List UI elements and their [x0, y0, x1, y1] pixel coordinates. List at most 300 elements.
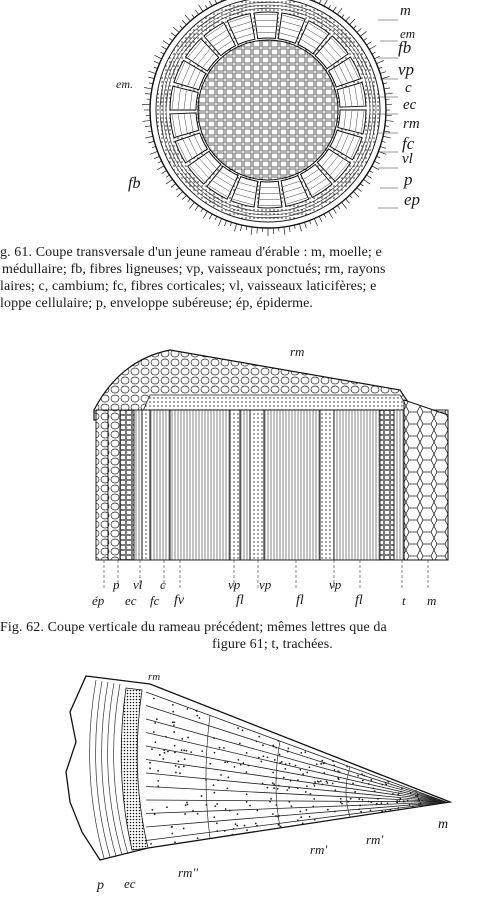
trichome — [162, 46, 167, 49]
vessel-pore — [350, 798, 352, 800]
vessel-pore — [323, 763, 325, 765]
vessel-pore — [175, 772, 177, 774]
vessel-pore — [272, 782, 274, 784]
vessel-pore — [227, 777, 229, 779]
pitted-vessel-column — [250, 410, 264, 560]
trichome — [203, 211, 207, 218]
trichome — [144, 88, 152, 89]
label-t: t — [402, 593, 406, 608]
vessel-pore — [306, 785, 308, 787]
vessel-pore — [284, 768, 286, 770]
vessel-pore — [288, 787, 290, 789]
vessel-pore — [165, 736, 167, 738]
trichome — [384, 131, 390, 132]
trichome — [195, 205, 199, 210]
caption-line: laires; c, cambium; fc, fibres corticales; vl, vaisseaux laticifères; e — [0, 279, 377, 294]
vessel-pore — [219, 747, 221, 749]
vessel-pore — [183, 766, 185, 768]
caption-figure-61 — [0, 245, 500, 313]
vessel-pore — [258, 757, 260, 759]
vessel-pore — [175, 765, 177, 767]
label-vp: vp — [329, 577, 342, 592]
trichome — [257, 228, 258, 234]
vessel-pore — [277, 740, 279, 742]
vessel-pore — [370, 801, 372, 803]
pith-block — [404, 400, 448, 560]
trichome — [145, 126, 151, 127]
label-rm-mid: rm' — [366, 832, 384, 847]
vessel-pore — [289, 763, 291, 765]
vessel-pore — [381, 810, 383, 812]
trichome — [346, 199, 350, 204]
vessel-pore — [187, 804, 189, 806]
vessel-pore — [179, 772, 181, 774]
label-p: p — [404, 170, 413, 189]
trachea-column — [394, 410, 404, 560]
vessel-pore — [385, 784, 387, 786]
label-m: m — [400, 3, 411, 19]
vessel-pore — [317, 780, 319, 782]
trichome — [166, 179, 172, 184]
trichome — [372, 166, 379, 170]
vessel-pore — [287, 748, 289, 750]
trichome — [299, 224, 301, 232]
trichome — [360, 31, 366, 36]
vessel-pore — [277, 824, 279, 826]
vessel-pore — [398, 792, 400, 794]
vessel-pore — [184, 758, 186, 760]
vessel-pore — [377, 798, 379, 800]
trichome — [284, 227, 285, 235]
caption-line: médullaire; fb, fibres ligneuses; vp, vaisseaux ponctués; rm, rayons — [2, 262, 386, 277]
vessel-pore — [236, 825, 238, 827]
label-rm-top: rm — [148, 671, 161, 683]
vessel-pore — [277, 788, 279, 790]
vessel-pore — [190, 751, 192, 753]
vessel-pore — [372, 787, 374, 789]
pith — [198, 40, 338, 180]
label-p: p — [97, 878, 104, 893]
vessel-pore — [256, 810, 258, 812]
vessel-pore — [220, 774, 222, 776]
vessel-pore — [364, 775, 366, 777]
vessel-pore — [274, 759, 276, 761]
vessel-pore — [258, 736, 260, 738]
vessel-pore — [249, 805, 251, 807]
vessel-pore — [323, 772, 325, 774]
vessel-pore — [266, 787, 268, 789]
vessel-pore — [287, 751, 289, 753]
trichome — [148, 71, 156, 73]
vessel-pore — [417, 795, 419, 797]
trichome — [384, 88, 390, 89]
vessel-pore — [157, 780, 159, 782]
stem-longitudinal-section — [94, 350, 448, 590]
vessel-pore — [316, 763, 318, 765]
label-fv: fv — [174, 593, 185, 608]
label-vp: vp — [259, 577, 272, 592]
vessel-pore — [290, 780, 292, 782]
figure-62 — [0, 340, 500, 620]
caption-figure-62 — [0, 620, 500, 656]
vessel-pore — [389, 809, 391, 811]
vessel-pore — [216, 803, 218, 805]
figure-63-drawing — [0, 662, 500, 904]
vessel-pore — [232, 834, 234, 836]
vessel-pore — [201, 750, 203, 752]
vessel-pore — [278, 785, 280, 787]
vessel-pore — [304, 751, 306, 753]
vessel-pore — [291, 805, 293, 807]
vessel-pore — [260, 761, 262, 763]
trichome — [145, 136, 153, 138]
trichome — [157, 166, 164, 170]
vessel-pore — [299, 811, 301, 813]
label-vl: vl — [402, 151, 413, 167]
vessel-pore — [151, 748, 153, 750]
vessel-pore — [196, 710, 198, 712]
vessel-pore — [262, 782, 264, 784]
vessel-pore — [149, 762, 151, 764]
wood-fibre-column — [264, 410, 320, 560]
vessel-pore — [415, 795, 417, 797]
vessel-pore — [245, 771, 247, 773]
vessel-pore — [387, 781, 389, 783]
trichome — [333, 208, 336, 213]
vessel-pore — [234, 766, 236, 768]
vessel-pore — [237, 727, 239, 729]
trichome — [162, 171, 167, 174]
vessel-pore — [339, 771, 341, 773]
vessel-pore — [312, 806, 314, 808]
vessel-pore — [213, 792, 215, 794]
trichome — [199, 5, 203, 12]
label-p: p — [113, 577, 120, 592]
trichome — [163, 41, 170, 45]
label-vp: vp — [398, 60, 415, 79]
figure-61-drawing — [0, 0, 500, 240]
trichome — [195, 10, 199, 15]
trichome — [369, 45, 376, 49]
vessel-pore — [235, 823, 237, 825]
vessel-pore — [320, 780, 322, 782]
vessel-pore — [288, 801, 290, 803]
label-rm-mid: rm' — [310, 842, 328, 857]
vessel-pore — [374, 790, 376, 792]
trichome — [224, 220, 226, 226]
pitted-vessel-column — [320, 410, 334, 560]
trichome — [357, 188, 362, 192]
vessel-pore — [246, 801, 248, 803]
trichome — [314, 219, 317, 226]
vessel-pore — [217, 779, 219, 781]
vessel-pore — [154, 722, 156, 724]
trichome — [363, 179, 369, 184]
vessel-pore — [248, 765, 250, 767]
trichome — [154, 55, 161, 58]
vessel-pore — [418, 800, 420, 802]
vessel-pore — [272, 772, 274, 774]
label-fl: fl — [236, 593, 244, 608]
vessel-pore — [159, 754, 161, 756]
vessel-pore — [313, 783, 315, 785]
label-m: m — [427, 593, 437, 608]
label-ec: ec — [125, 593, 137, 608]
vessel-pore — [314, 785, 316, 787]
label-ep: ép — [92, 593, 105, 608]
vessel-pore — [185, 750, 187, 752]
trichome — [346, 17, 350, 22]
vessel-pore — [237, 813, 239, 815]
vessel-pore — [192, 810, 194, 812]
trichome — [171, 33, 176, 37]
trichome — [234, 224, 236, 232]
vessel-pore — [197, 813, 199, 815]
vessel-pore — [187, 737, 189, 739]
vessel-pore — [334, 811, 336, 813]
vessel-pore — [181, 738, 183, 740]
vessel-pore — [153, 698, 155, 700]
vessel-pore — [398, 800, 400, 802]
vessel-pore — [314, 819, 316, 821]
vessel-pore — [173, 731, 175, 733]
cortical-fibre-column — [150, 410, 170, 560]
trichome — [145, 93, 151, 94]
caption-line: figure 61; t, trachées. — [212, 637, 333, 652]
label-rm: rm — [290, 344, 305, 359]
vessel-pore — [407, 799, 409, 801]
label-ec: ec — [403, 97, 417, 113]
vessel-pore — [279, 754, 281, 756]
vessel-pore — [321, 760, 323, 762]
vessel-pore — [420, 804, 422, 806]
pitted-vessel-column — [230, 410, 240, 560]
vessel-pore — [285, 763, 287, 765]
stem-cross-section — [142, 0, 398, 236]
vessel-pore — [333, 765, 335, 767]
vessel-pore — [385, 782, 387, 784]
vessel-pore — [300, 752, 302, 754]
vessel-pore — [297, 787, 299, 789]
label-em-left: em. — [116, 77, 133, 91]
figure-62-drawing — [0, 340, 500, 620]
trichome — [218, 219, 221, 226]
trichome — [143, 121, 151, 122]
vascular-bundle — [258, 181, 282, 208]
vessel-pore — [187, 708, 189, 710]
vessel-pore — [314, 781, 316, 783]
vessel-pore — [153, 731, 155, 733]
vessel-pore — [362, 780, 364, 782]
vessel-pore — [281, 761, 283, 763]
vessel-pore — [173, 724, 175, 726]
vessel-pore — [239, 743, 241, 745]
trachea-column — [380, 410, 394, 560]
vessel-pore — [262, 744, 264, 746]
vessel-pore — [401, 787, 403, 789]
vessel-pore — [421, 799, 423, 801]
vessel-pore — [302, 822, 304, 824]
trichome — [185, 15, 190, 21]
vessel-pore — [403, 801, 405, 803]
vessel-pore — [362, 799, 364, 801]
vessel-pore — [216, 822, 218, 824]
label-fc: fc — [150, 593, 160, 608]
cortex-column — [108, 410, 120, 560]
trichome — [182, 20, 186, 24]
vessel-pore — [186, 802, 188, 804]
vessel-pore — [400, 791, 402, 793]
vessel-pore — [154, 813, 156, 815]
trichome — [353, 192, 359, 198]
vessel-pore — [171, 833, 173, 835]
vessel-pore — [255, 823, 257, 825]
vessel-pore — [246, 752, 248, 754]
vessel-pore — [213, 737, 215, 739]
vessel-pore — [213, 784, 215, 786]
vessel-pore — [327, 782, 329, 784]
vessel-pore — [244, 825, 246, 827]
caption-line: loppe cellulaire; p, enveloppe subéreuse; ép, épiderme. — [0, 296, 313, 311]
vessel-pore — [224, 761, 226, 763]
latex-vessel-column — [134, 410, 142, 560]
vessel-pore — [376, 803, 378, 805]
label-fb-left: fb — [128, 175, 141, 192]
trichome — [342, 202, 347, 208]
vessel-pore — [226, 787, 228, 789]
vessel-pore — [297, 819, 299, 821]
label-fc: fc — [402, 134, 415, 153]
wood-fibre-column — [240, 410, 250, 560]
vessel-pore — [410, 792, 412, 794]
vessel-pore — [409, 804, 411, 806]
vessel-pore — [313, 798, 315, 800]
vessel-pore — [310, 793, 312, 795]
vessel-pore — [172, 721, 174, 723]
vessel-pore — [334, 789, 336, 791]
vessel-pore — [382, 784, 384, 786]
vessel-pore — [238, 759, 240, 761]
vessel-pore — [346, 766, 348, 768]
vessel-pore — [256, 825, 258, 827]
vessel-pore — [270, 798, 272, 800]
vessel-pore — [358, 809, 360, 811]
vessel-pore — [201, 795, 203, 797]
vessel-pore — [164, 752, 166, 754]
label-fl: fl — [296, 593, 304, 608]
vessel-pore — [262, 755, 264, 757]
vessel-pore — [306, 772, 308, 774]
wood-fibre-column — [334, 410, 380, 560]
vessel-pore — [327, 809, 329, 811]
vessel-pore — [309, 816, 311, 818]
vessel-pore — [306, 809, 308, 811]
trichome — [319, 216, 322, 221]
vessel-pore — [340, 801, 342, 803]
vessel-pore — [357, 775, 359, 777]
vessel-pore — [242, 729, 244, 731]
vessel-pore — [368, 801, 370, 803]
vessel-pore — [272, 813, 274, 815]
vessel-pore — [240, 764, 242, 766]
figure-61 — [0, 0, 500, 240]
vessel-pore — [214, 805, 216, 807]
vessel-pore — [338, 778, 340, 780]
vessel-pore — [358, 798, 360, 800]
vessel-pore — [162, 758, 164, 760]
label-ep: ep — [404, 190, 421, 209]
vessel-pore — [320, 763, 322, 765]
vessel-pore — [332, 783, 334, 785]
label-em: em — [400, 26, 416, 41]
vessel-pore — [412, 806, 414, 808]
vessel-pore — [157, 770, 159, 772]
trichome — [171, 184, 176, 188]
vessel-pore — [246, 793, 248, 795]
vessel-pore — [233, 828, 235, 830]
vessel-pore — [299, 769, 301, 771]
vessel-pore — [370, 809, 372, 811]
vessel-pore — [154, 741, 156, 743]
vessel-pore — [178, 760, 180, 762]
trichome — [289, 226, 290, 232]
label-c: c — [405, 80, 412, 96]
label-vl: vl — [133, 577, 143, 592]
label-ec: ec — [124, 876, 136, 891]
trichome — [209, 1, 212, 6]
vessel-pore — [279, 762, 281, 764]
vessel-pore — [174, 841, 176, 843]
vessel-pore — [178, 766, 180, 768]
trichome — [337, 8, 342, 14]
vessel-pore — [223, 747, 225, 749]
trichome — [154, 156, 160, 158]
vessel-pore — [286, 789, 288, 791]
trichome — [324, 0, 328, 6]
trichome — [177, 192, 183, 198]
vessel-pore — [275, 747, 277, 749]
trichome — [380, 146, 386, 148]
trichome — [377, 60, 384, 63]
trichome — [333, 7, 336, 12]
epidermis-column — [96, 410, 108, 560]
vessel-pore — [387, 802, 389, 804]
vessel-pore — [370, 779, 372, 781]
vessel-pore — [163, 749, 165, 751]
vessel-pore — [302, 773, 304, 775]
vessel-pore — [321, 783, 323, 785]
trichome — [366, 42, 371, 45]
vessel-pore — [166, 806, 168, 808]
vessel-pore — [209, 763, 211, 765]
vessel-pore — [273, 787, 275, 789]
trichome — [240, 225, 241, 231]
vessel-pore — [267, 757, 269, 759]
label-rm-bottom: rm'' — [178, 865, 199, 880]
vessel-pore — [295, 765, 297, 767]
vessel-pore — [196, 715, 198, 717]
vessel-pore — [385, 810, 387, 812]
vessel-pore — [305, 791, 307, 793]
trichome — [251, 227, 252, 235]
vessel-pore — [334, 769, 336, 771]
vessel-pore — [332, 760, 334, 762]
collenchyma-column — [120, 410, 134, 560]
vessel-pore — [174, 745, 176, 747]
vessel-pore — [225, 808, 227, 810]
vessel-pore — [397, 794, 399, 796]
vessel-pore — [213, 816, 215, 818]
